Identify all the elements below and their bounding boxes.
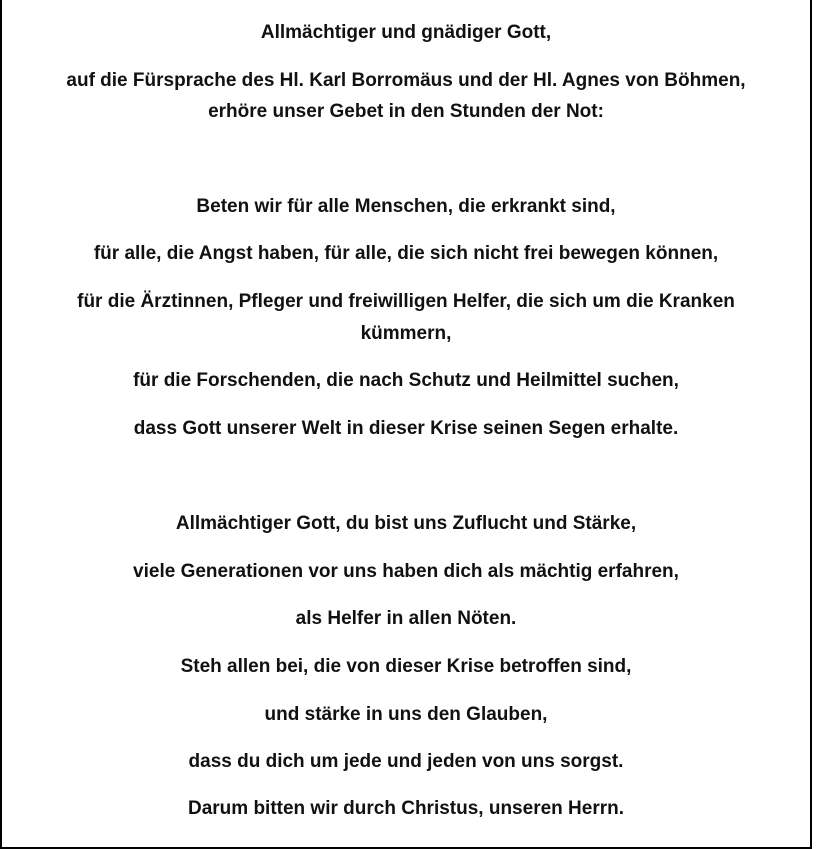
closing-line-4: Steh allen bei, die von dieser Krise betroffen sind, xyxy=(180,656,632,677)
intercession-line-5: für die Forschenden, die nach Schutz und Heilmittel suchen, xyxy=(133,370,679,391)
invocation-line-1: Allmächtiger und gnädiger Gott, xyxy=(260,22,552,43)
intercession-line-6: dass Gott unserer Welt in dieser Krise seinen Segen erhalte. xyxy=(133,418,679,439)
closing-line-6: dass du dich um jede und jeden von uns sorgst. xyxy=(188,751,624,772)
intercession-line-4: kümmern, xyxy=(360,323,452,344)
intercession-line-1: Beten wir für alle Menschen, die erkrankt sind, xyxy=(196,196,616,217)
intercession-line-2: für alle, die Angst haben, für alle, die sich nicht frei bewegen können, xyxy=(93,243,719,264)
intercession-line-3: für die Ärztinnen, Pfleger und freiwilligen Helfer, die sich um die Kranken xyxy=(77,291,735,312)
closing-line-1: Allmächtiger Gott, du bist uns Zuflucht und Stärke, xyxy=(175,513,637,534)
closing-line-3: als Helfer in allen Nöten. xyxy=(295,608,517,629)
invocation-line-3: erhöre unser Gebet in den Stunden der Not: xyxy=(208,101,604,122)
closing-line-7: Darum bitten wir durch Christus, unseren Herrn. xyxy=(187,798,625,819)
invocation-line-2: auf die Fürsprache des Hl. Karl Borromäus und der Hl. Agnes von Böhmen, xyxy=(66,70,746,91)
closing-line-5: und stärke in uns den Glauben, xyxy=(264,704,548,725)
closing-line-2: viele Generationen vor uns haben dich als mächtig erfahren, xyxy=(133,561,679,582)
